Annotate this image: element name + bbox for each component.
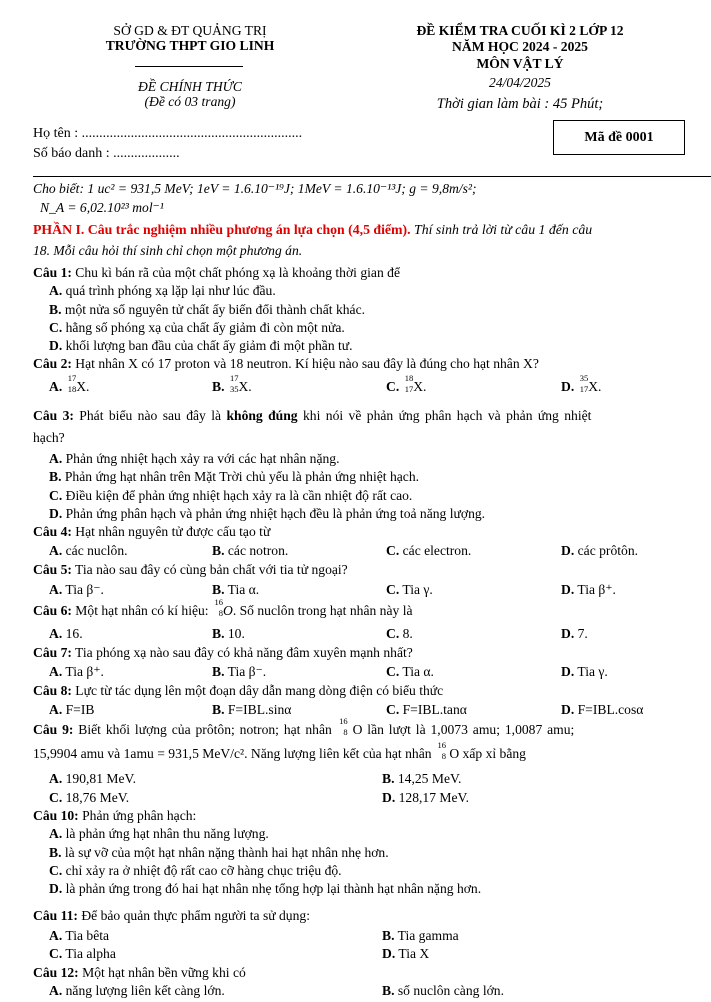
q7-option-c[interactable]: C. Tia α.	[386, 664, 434, 679]
part1-instruction-cont: 18. Mỗi câu hỏi thí sinh chỉ chọn một phương án.	[33, 243, 303, 258]
q10-option-b[interactable]: B. là sự vỡ của một hạt nhân nặng thành hai hạt nhân nhẹ hơn.	[49, 845, 389, 860]
q3-option-c[interactable]: C. Điều kiện để phản ứng nhiệt hạch xảy ra là cần nhiệt độ rất cao.	[49, 488, 413, 503]
q9-option-c[interactable]: C. 18,76 MeV.	[49, 790, 130, 805]
q5-option-d[interactable]: D. Tia β⁺.	[561, 582, 616, 597]
q11-option-d[interactable]: D. Tia X	[382, 946, 430, 961]
q6-option-b[interactable]: B. 10.	[212, 626, 245, 641]
question-7: Câu 7: Tia phóng xạ nào sau đây có khả năng đâm xuyên mạnh nhất?	[33, 645, 413, 660]
question-9-cont: 15,9904 amu và 1amu = 931,5 MeV/c². Năng lượng liên kết của hạt nhân 16 8 O xấp xỉ bằng	[33, 740, 526, 761]
q12-option-b[interactable]: B. số nuclôn càng lớn.	[382, 983, 504, 998]
q2-option-c[interactable]: C. 18 17 X.	[386, 373, 427, 394]
part1-heading	[33, 222, 592, 238]
exam-duration: Thời gian làm bài : 45 Phút;	[436, 96, 604, 112]
exam-date: 24/04/2025	[489, 75, 551, 90]
q6-option-a[interactable]: A. 16.	[49, 626, 83, 641]
question-4: Câu 4: Hạt nhân nguyên tử được cấu tạo từ	[33, 524, 271, 539]
question-8: Câu 8: Lực từ tác dụng lên một đoạn dây dẫn mang dòng điện có biểu thức	[33, 683, 444, 698]
q11-option-a[interactable]: A. Tia bêta	[49, 928, 110, 943]
question-3: Câu 3: Phát biểu nào sau đây là không đúng khi nói về phản ứng phân hạch và phản ứng nhiệt	[33, 408, 592, 423]
q8-option-c[interactable]: C. F=IBL.tanα	[386, 702, 467, 717]
q2-option-d[interactable]: D. 35 17 X.	[561, 373, 602, 394]
exam-code: Mã đề 0001	[584, 130, 654, 145]
q2-option-a[interactable]: A. 17 18 X.	[49, 373, 90, 394]
student-id-line: Số báo danh : ...................	[33, 146, 180, 161]
part1-title: PHẦN I. Câu trắc nghiệm nhiều phương án lựa chọn (4,5 điểm).	[33, 222, 411, 237]
q10-option-c[interactable]: C. chỉ xảy ra ở nhiệt độ rất cao cỡ hàng chục triệu độ.	[49, 863, 342, 878]
q5-option-a[interactable]: A. Tia β⁻.	[49, 582, 104, 597]
avogadro-constant: N_A = 6,02.10²³ mol⁻¹	[40, 200, 164, 215]
q8-option-a[interactable]: A. F=IB	[49, 702, 95, 717]
q7-option-a[interactable]: A. Tia β⁺.	[49, 664, 104, 679]
q8-option-d[interactable]: D. F=IBL.cosα	[561, 702, 644, 717]
q9-option-b[interactable]: B. 14,25 MeV.	[382, 771, 462, 786]
q3-option-a[interactable]: A. Phản ứng nhiệt hạch xảy ra với các hạt nhân nặng.	[49, 451, 340, 466]
q1-option-d[interactable]: D. khối lượng ban đầu của chất ấy giảm đi một phần tư.	[49, 338, 353, 353]
question-12: Câu 12: Một hạt nhân bền vững khi có	[33, 965, 246, 980]
q3-option-d[interactable]: D. Phản ứng phân hạch và phản ứng nhiệt hạch đều là phản ứng toả năng lượng.	[49, 506, 486, 521]
question-9: Câu 9: Biết khối lượng của prôtôn; notron; hạt nhân 16 8 O lần lượt là 1,0073 amu; 1,0087 amu;	[33, 716, 575, 737]
q7-option-d[interactable]: D. Tia γ.	[561, 664, 608, 679]
q9-option-a[interactable]: A. 190,81 MeV.	[49, 771, 136, 786]
part1-instruction: Thí sinh trả lời từ câu 1 đến câu	[410, 222, 593, 237]
q1-option-a[interactable]: A. quá trình phóng xạ lặp lại như lúc đầu.	[49, 283, 276, 298]
q11-option-b[interactable]: B. Tia gamma	[382, 928, 459, 943]
page-count: (Đề có 03 trang)	[144, 94, 236, 109]
question-3-cont: hạch?	[33, 430, 65, 445]
q2-option-b[interactable]: B. 17 35 X.	[212, 373, 252, 394]
question-5: Câu 5: Tia nào sau đây có cùng bản chất với tia tử ngoại?	[33, 562, 348, 577]
q10-option-d[interactable]: D. là phản ứng trong đó hai hạt nhân nhẹ tổng hợp lại thành hạt nhân nặng hơn.	[49, 881, 482, 896]
q4-option-a[interactable]: A. các nuclôn.	[49, 543, 128, 558]
question-11: Câu 11: Để bảo quản thực phẩm người ta sử dụng:	[33, 908, 310, 923]
question-2: Câu 2: Hạt nhân X có 17 proton và 18 neutron. Kí hiệu nào sau đây là đúng cho hạt nhân X?	[33, 356, 539, 371]
school-year: NĂM HỌC 2024 - 2025	[452, 39, 588, 54]
exam-title: ĐỀ KIỂM TRA CUỐI KÌ 2 LỚP 12	[416, 23, 624, 38]
subject: MÔN VẬT LÝ	[476, 56, 564, 71]
q6-option-c[interactable]: C. 8.	[386, 626, 413, 641]
given-constants: Cho biết: 1 uc² = 931,5 MeV; 1eV = 1.6.10⁻¹⁹J; 1MeV = 1.6.10⁻¹³J; g = 9,8m/s²;	[33, 181, 477, 196]
q5-option-b[interactable]: B. Tia α.	[212, 582, 260, 597]
q11-option-c[interactable]: C. Tia alpha	[49, 946, 116, 961]
q4-option-d[interactable]: D. các prôtôn.	[561, 543, 639, 558]
q8-option-b[interactable]: B. F=IBL.sinα	[212, 702, 292, 717]
q3-option-b[interactable]: B. Phản ứng hạt nhân trên Mặt Trời chủ yếu là phản ứng nhiệt hạch.	[49, 469, 420, 484]
q7-option-b[interactable]: B. Tia β⁻.	[212, 664, 267, 679]
q9-option-d[interactable]: D. 128,17 MeV.	[382, 790, 469, 805]
official-label: ĐỀ CHÍNH THỨC	[138, 79, 242, 94]
school-name: TRƯỜNG THPT GIO LINH	[105, 38, 275, 53]
q5-option-c[interactable]: C. Tia γ.	[386, 582, 433, 597]
q1-option-b[interactable]: B. một nửa số nguyên tử chất ấy biến đổi thành chất khác.	[49, 302, 365, 317]
question-1: Câu 1: Chu kì bán rã của một chất phóng xạ là khoảng thời gian để	[33, 265, 400, 280]
q4-option-c[interactable]: C. các electron.	[386, 543, 472, 558]
q1-option-c[interactable]: C. hằng số phóng xạ của chất ấy giảm đi còn một nửa.	[49, 320, 345, 335]
q6-option-d[interactable]: D. 7.	[561, 626, 588, 641]
header-rule-left	[135, 66, 243, 67]
header-separator	[33, 176, 711, 177]
question-6: Câu 6: Một hạt nhân có kí hiệu: 16 8 O. Số nuclôn trong hạt nhân này là	[33, 597, 413, 618]
dept-name: SỞ GD & ĐT QUẢNG TRỊ	[113, 23, 267, 38]
student-name-line: Họ tên : ...............................................................	[33, 126, 303, 141]
q12-option-a[interactable]: A. năng lượng liên kết càng lớn.	[49, 983, 225, 998]
question-10: Câu 10: Phản ứng phân hạch:	[33, 808, 197, 823]
q4-option-b[interactable]: B. các notron.	[212, 543, 289, 558]
q10-option-a[interactable]: A. là phản ứng hạt nhân thu năng lượng.	[49, 826, 269, 841]
exam-code-box	[553, 120, 685, 155]
